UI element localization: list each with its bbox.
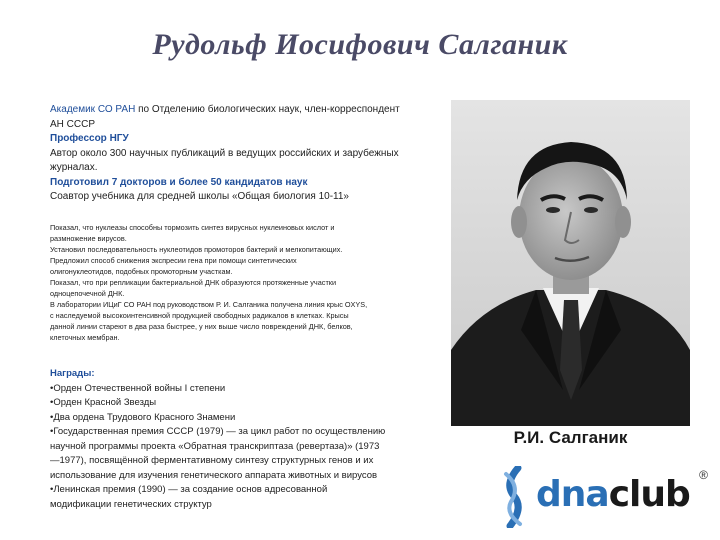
portrait-photo xyxy=(451,100,690,426)
awards-block xyxy=(50,367,445,512)
bio-academic-title: Академик СО РАН xyxy=(50,104,136,115)
bio-line-3: Профессор НГУ xyxy=(50,133,129,144)
bio-block xyxy=(50,103,445,205)
registered-mark: ® xyxy=(699,468,708,482)
award-line: •Орден Красной Звезды xyxy=(50,397,157,408)
bio-line-6: Подготовил 7 докторов и более 50 кандидатов наук xyxy=(50,176,308,188)
fact-line: с наследуемой высокоинтенсивной продукцией свободных радикалов в клетках. Крысы xyxy=(50,311,349,320)
award-line: •Два ордена Трудового Красного Знамени xyxy=(50,411,236,423)
bio-academic-rest: по Отделению биологических наук, член-корреспондент xyxy=(135,104,400,115)
bio-line-7: Соавтор учебника для средней школы «Общая биология 10-11» xyxy=(50,191,349,202)
portrait-caption: Р.И. Салганик xyxy=(513,428,628,447)
dnaclub-logo xyxy=(498,466,708,530)
logo-club-text: club xyxy=(608,474,690,515)
fact-line: В лаборатории ИЦиГ СО РАН под руководством Р. И. Салганика получена линия крыс OXYS, xyxy=(50,300,368,309)
award-line: —1977), посвящённой ферментативному синтезу структурных генов и их xyxy=(50,455,374,466)
bio-line-5: журналах. xyxy=(50,162,98,173)
portrait-illustration xyxy=(451,100,690,426)
fact-line: одноцепочечной ДНК. xyxy=(50,289,125,298)
award-line: модификации генетических структур xyxy=(50,498,212,510)
fact-line: Показал, что нуклеазы способны тормозить синтез вирусных нуклеиновых кислот и xyxy=(50,223,335,232)
award-line: •Ленинская премия (1990) — за создание основ адресованной xyxy=(50,484,328,495)
award-line: •Орден Отечественной войны I степени xyxy=(50,382,226,394)
fact-line: Показал, что при репликации бактериальной ДНК образуются протяженные участки xyxy=(50,278,337,287)
award-line: •Государственная премия СССР (1979) — за цикл работ по осуществлению xyxy=(50,426,386,437)
fact-line: размножение вирусов. xyxy=(50,234,127,243)
dna-helix-icon xyxy=(498,466,532,528)
bio-line-4: Автор около 300 научных публикаций в ведущих российских и зарубежных xyxy=(50,147,399,159)
logo-dna-text: dna xyxy=(536,474,609,515)
awards-heading: Награды: xyxy=(50,368,95,379)
fact-line: клеточных мембран. xyxy=(50,333,120,342)
bio-line-1 xyxy=(50,103,445,118)
facts-block xyxy=(50,222,450,343)
page-title: Рудольф Иосифович Салганик xyxy=(152,28,568,61)
logo-wordmark xyxy=(536,474,690,515)
bio-line-2: АН СССР xyxy=(50,118,96,130)
fact-line: данной линии стареют в два раза быстрее, у них выше число повреждений ДНК, белков, xyxy=(50,322,353,331)
fact-line: Установил последовательность нуклеотидов промоторов бактерий и мелкопитающих. xyxy=(50,245,343,254)
fact-line: Предложил способ снижения экспресии гена при помощи синтетических xyxy=(50,256,297,265)
fact-line: олигонуклеотидов, подобных промоторным участкам. xyxy=(50,267,233,276)
award-line: использование для изучения генетического аппарата животных и вирусов xyxy=(50,469,378,481)
award-line: научной программы проекта «Обратная транскриптаза (ревертаза)» (1973 xyxy=(50,440,380,452)
